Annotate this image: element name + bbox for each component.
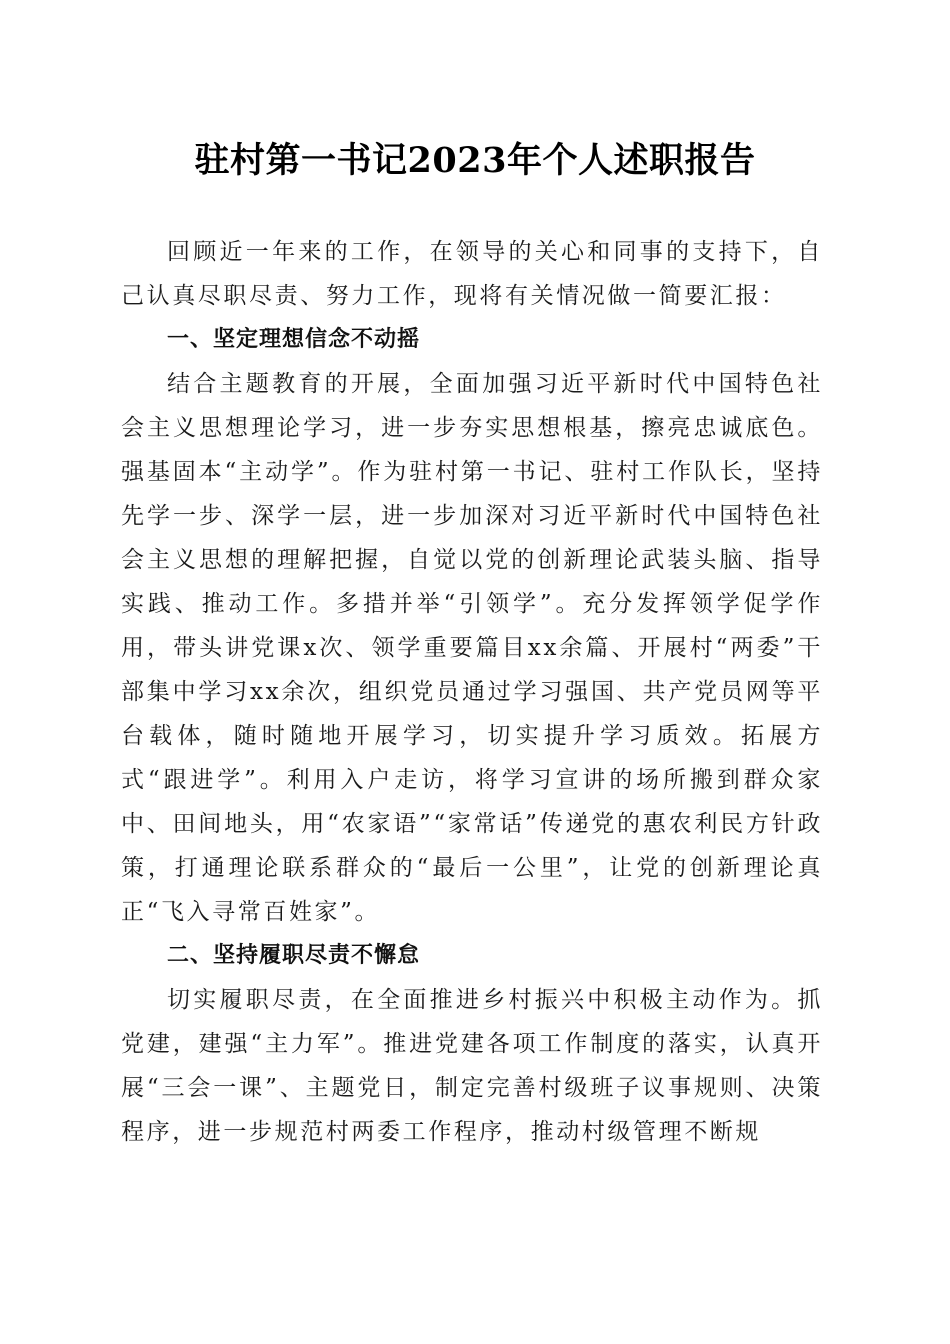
document-body <box>121 230 823 1154</box>
section-1-heading: 一、坚定理想信念不动摇 <box>167 327 421 352</box>
section-2-paragraph: 切实履职尽责，在全面推进乡村振兴中积极主动作为。抓党建，建强“主力军”。推进党建各项工作制度的落实，认真开展“三会一课”、主题党日，制定完善村级班子议事规则、决策程序，进一步规范村两委工作程序，推动村级管理不断规 <box>121 987 823 1145</box>
document-title: 驻村第一书记2023年个人述职报告 <box>194 140 756 181</box>
intro-paragraph: 回顾近一年来的工作，在领导的关心和同事的支持下，自己认真尽职尽责、努力工作，现将有关情况做一简要汇报： <box>121 239 823 309</box>
section-1-paragraph: 结合主题教育的开展，全面加强习近平新时代中国特色社会主义思想理论学习，进一步夯实思想根基，擦亮忠诚底色。强基固本“主动学”。作为驻村第一书记、驻村工作队长，坚持先学一步、深学一层，进一步加深对习近平新时代中国特色社会主义思想的理解把握，自觉以党的创新理论武装头脑、指导实践、推动工作。多措并举“引领学”。充分发挥领学促学作用，带头讲党课x次、领学重要篇目xx余篇、开展村“两委”干部集中学习xx余次，组织党员通过学习强国、共产党员网等平台载体，随时随地开展学习，切实提升学习质效。拓展方式“跟进学”。利用入户走访，将学习宣讲的场所搬到群众家中、田间地头，用“农家语”“家常话”传递党的惠农利民方针政策，打通理论联系群众的“最后一公里”，让党的创新理论真正“飞入寻常百姓家”。 <box>121 371 823 925</box>
section-2-heading: 二、坚持履职尽责不懈怠 <box>167 943 421 968</box>
